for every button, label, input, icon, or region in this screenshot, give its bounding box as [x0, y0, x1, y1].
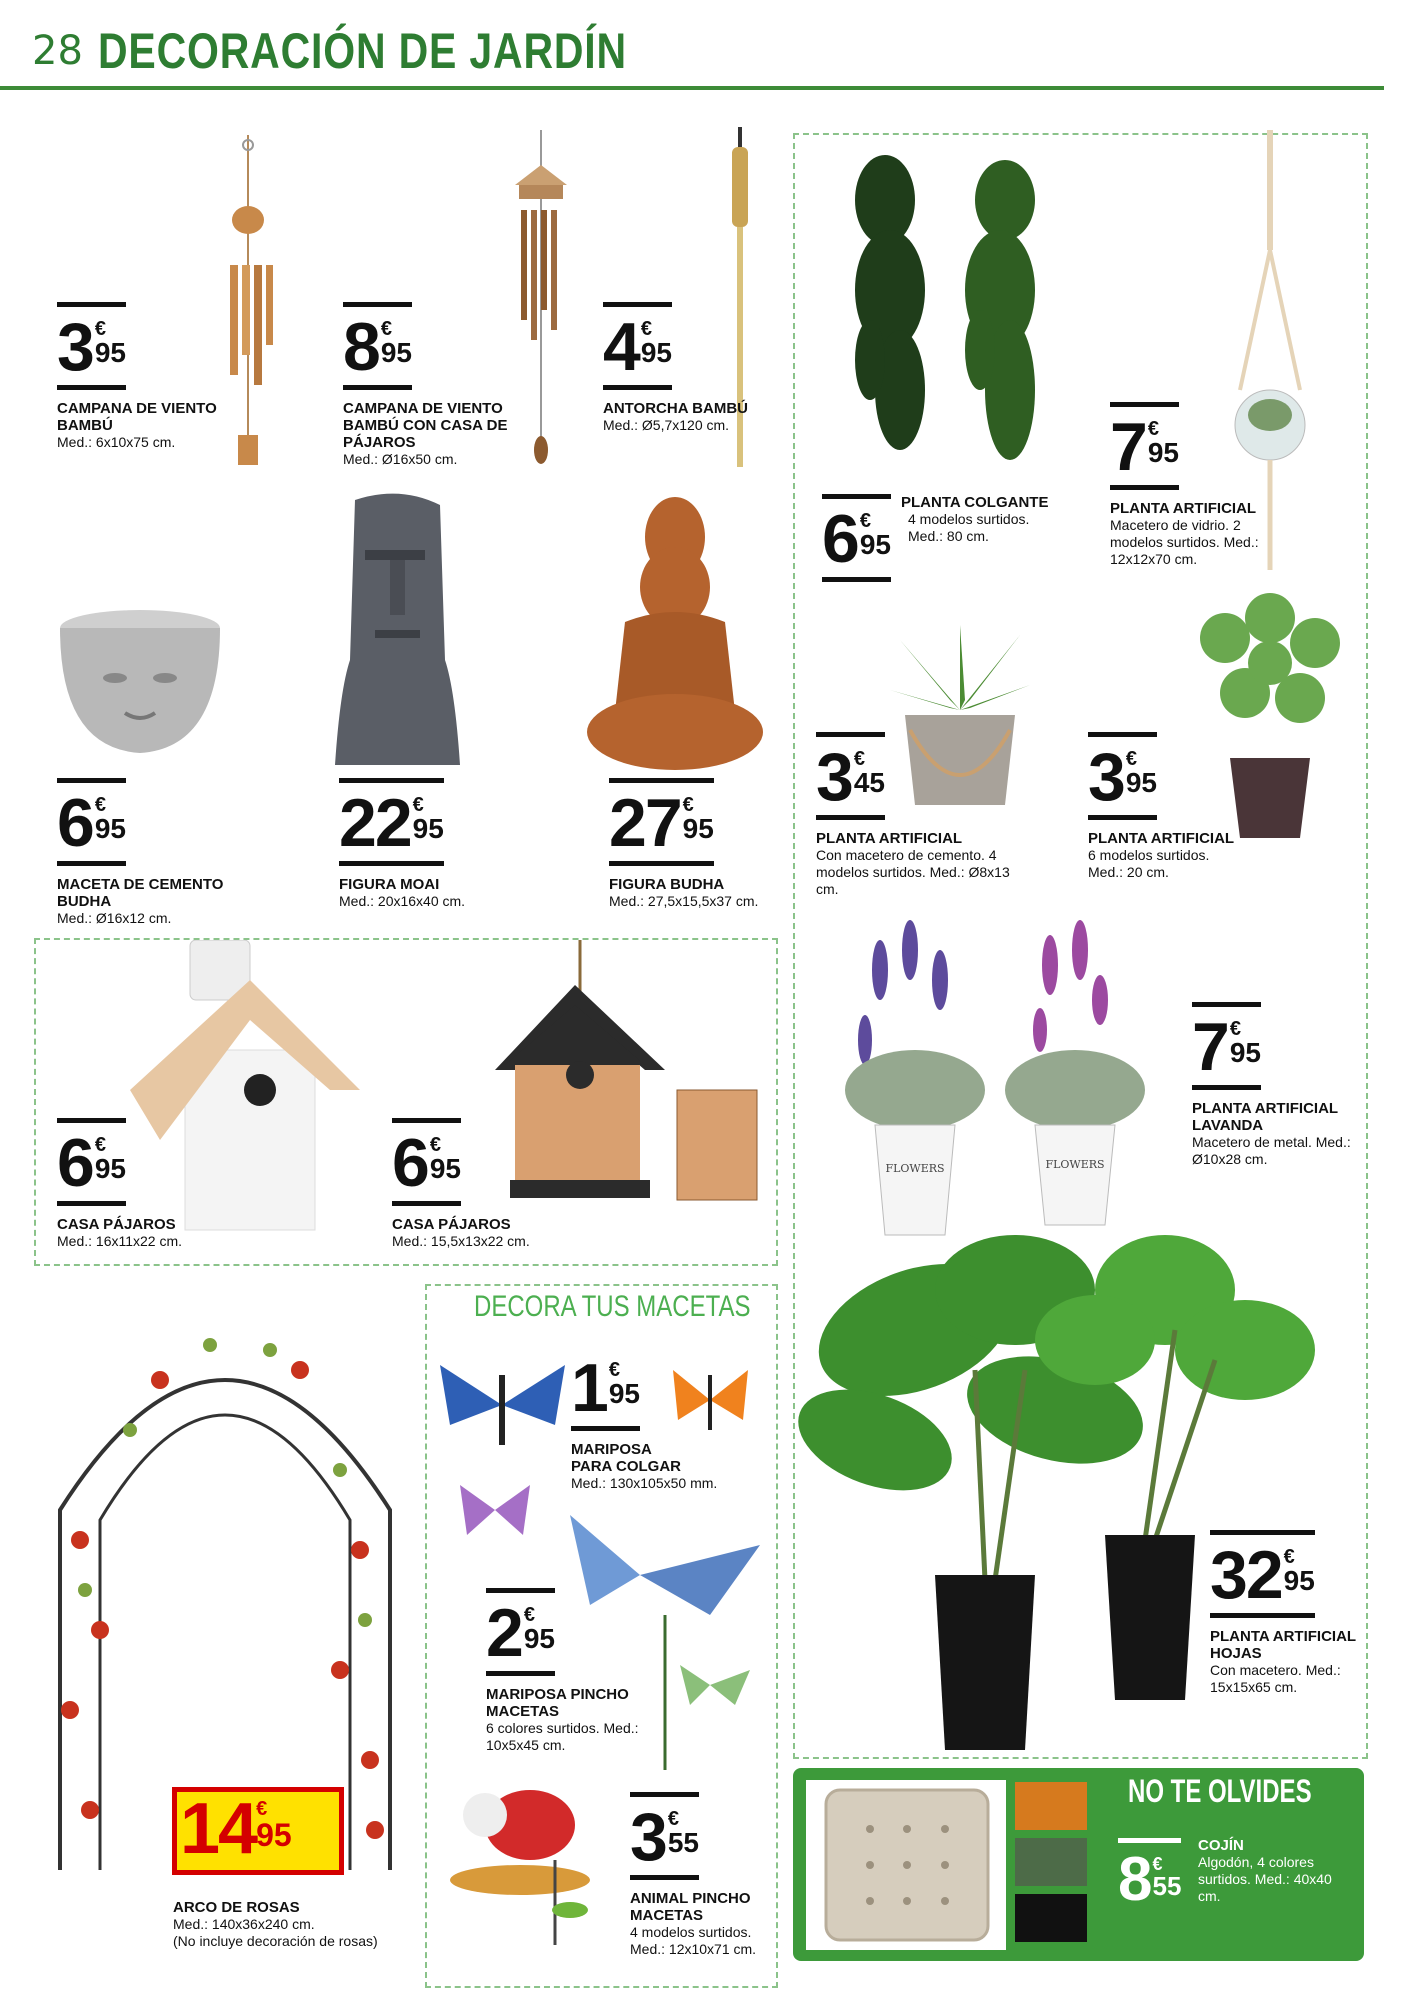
price-tag — [816, 732, 885, 820]
currency-symbol: € — [1229, 1018, 1241, 1040]
product-maceta-budha — [57, 778, 257, 927]
currency-symbol: € — [94, 794, 106, 816]
macetas-section-title: DECORA TUS MACETAS — [474, 1290, 751, 1323]
cushion-swatch-green — [1015, 1838, 1087, 1886]
price-integer: 32 — [1210, 1537, 1282, 1613]
price-tag — [1118, 1838, 1182, 1914]
price-tag — [1088, 732, 1157, 820]
currency-symbol: € — [608, 1359, 620, 1381]
price-tag — [486, 1588, 555, 1676]
price-integer: 6 — [392, 1125, 428, 1201]
product-planta-vidrio — [1110, 402, 1280, 568]
price-cents: 95 — [412, 813, 444, 844]
currency-symbol: € — [682, 794, 694, 816]
price-integer: 7 — [1192, 1009, 1228, 1085]
product-desc: Med.: 16x11x22 cm. — [57, 1233, 183, 1249]
product-desc: Con macetero. Med.: 15x15x65 cm. — [1210, 1662, 1341, 1695]
price-cents: 95 — [682, 813, 714, 844]
price-integer: 22 — [339, 785, 411, 861]
price-tag — [57, 778, 126, 866]
price-cents: 95 — [380, 337, 412, 368]
product-name: FIGURA MOAI — [339, 876, 440, 893]
product-desc: Med.: Ø16x50 cm. — [343, 451, 458, 467]
page-number: 28 — [32, 28, 83, 74]
price-integer: 4 — [603, 309, 639, 385]
product-desc: Med.: 15,5x13x22 cm. — [392, 1233, 530, 1249]
currency-symbol: € — [640, 318, 652, 340]
currency-symbol: € — [1147, 418, 1159, 440]
price-tag — [180, 1785, 440, 1869]
product-name: MACETA DE CEMENTO BUDHA — [57, 876, 224, 910]
cushion-image — [820, 1784, 995, 1946]
product-desc: Algodón, 4 colores surtidos. Med.: 40x40 cm. — [1198, 1854, 1332, 1904]
currency-symbol: € — [853, 748, 865, 770]
price-integer: 3 — [1088, 739, 1124, 815]
product-desc: Med.: Ø16x12 cm. — [57, 910, 172, 926]
product-name: CAMPANA DE VIENTO BAMBÚ — [57, 400, 217, 434]
currency-symbol: € — [412, 794, 424, 816]
page-header — [0, 0, 1414, 92]
product-name: PLANTA ARTIFICIAL HOJAS — [1210, 1628, 1356, 1662]
product-moai — [339, 778, 539, 910]
price-cents: 95 — [1283, 1565, 1315, 1596]
price-cents: 95 — [608, 1378, 640, 1409]
currency-symbol: € — [94, 1134, 106, 1156]
product-name: COJÍN — [1198, 1837, 1244, 1854]
price-integer: 6 — [57, 1125, 93, 1201]
cushion-swatch-black — [1015, 1894, 1087, 1942]
price-cents: 95 — [1229, 1037, 1261, 1068]
product-name: ANTORCHA BAMBÚ — [603, 400, 748, 417]
price-cents: 95 — [94, 337, 126, 368]
product-desc: 6 colores surtidos. Med.: 10x5x45 cm. — [486, 1720, 639, 1753]
price-tag — [1192, 1002, 1261, 1090]
price-integer: 27 — [609, 785, 681, 861]
hanging-plant-image — [830, 140, 1070, 480]
product-desc: Med.: 130x105x50 mm. — [571, 1475, 718, 1491]
ladybug-stake-image — [440, 1765, 600, 1950]
price-cents: 55 — [667, 1827, 699, 1858]
price-tag — [571, 1348, 640, 1431]
flowers-label: FLOWERS — [1045, 1158, 1105, 1171]
price-tag — [1110, 402, 1179, 490]
product-planta-colgante — [822, 494, 1122, 582]
product-desc: Med.: 6x10x75 cm. — [57, 434, 176, 450]
currency-symbol: € — [94, 318, 106, 340]
price-tag — [339, 778, 444, 866]
product-arco-info — [173, 1899, 433, 1950]
currency-symbol: € — [859, 510, 871, 532]
price-tag — [603, 302, 672, 390]
price-cents: 95 — [429, 1153, 461, 1184]
currency-symbol: € — [667, 1808, 679, 1830]
currency-symbol: € — [523, 1604, 535, 1626]
product-name: PLANTA ARTIFICIAL LAVANDA — [1192, 1100, 1338, 1134]
lavender-image — [830, 910, 1150, 1240]
product-arco-rosas — [180, 1785, 440, 1869]
price-cents: 45 — [853, 767, 885, 798]
product-name: MARIPOSA PINCHO MACETAS — [486, 1686, 629, 1720]
price-integer: 3 — [630, 1799, 666, 1875]
price-tag — [343, 302, 412, 390]
product-desc: Med.: 27,5x15,5x37 cm. — [609, 893, 759, 909]
price-tag — [392, 1118, 461, 1206]
price-integer: 3 — [57, 309, 93, 385]
product-desc: Macetero de metal. Med.: Ø10x28 cm. — [1192, 1134, 1351, 1167]
product-lavanda — [1192, 1002, 1362, 1168]
price-integer: 2 — [486, 1595, 522, 1671]
product-desc: Con macetero de cemento. 4 modelos surtidos. Med.: Ø8x13 cm. — [816, 847, 1010, 897]
price-cents: 95 — [94, 813, 126, 844]
buddha-pot-image — [55, 608, 225, 758]
product-name: CAMPANA DE VIENTO BAMBÚ CON CASA DE PÁJAROS — [343, 400, 508, 451]
product-campana-casa — [343, 302, 523, 468]
buddha-statue-image — [585, 492, 765, 777]
product-planta-6-modelos — [1088, 732, 1258, 881]
currency-symbol: € — [256, 1798, 268, 1820]
product-desc: Med.: 140x36x240 cm. — [173, 1916, 315, 1932]
product-figura-budha — [609, 778, 789, 910]
price-cents: 95 — [1125, 767, 1157, 798]
product-name: ARCO DE ROSAS — [173, 1899, 300, 1916]
price-integer: 3 — [816, 739, 852, 815]
product-name: ANIMAL PINCHO MACETAS — [630, 1890, 751, 1924]
price-integer: 8 — [1118, 1845, 1153, 1914]
price-cents: 95 — [640, 337, 672, 368]
price-integer: 14 — [180, 1789, 257, 1869]
product-antorcha — [603, 302, 773, 434]
product-desc: Med.: 20x16x40 cm. — [339, 893, 466, 909]
product-name: CASA PÁJAROS — [57, 1216, 176, 1233]
header-rule — [0, 86, 1384, 90]
price-integer: 8 — [343, 309, 379, 385]
price-tag — [609, 778, 714, 866]
currency-symbol: € — [1125, 748, 1137, 770]
price-integer: 1 — [571, 1350, 607, 1426]
currency-symbol: € — [380, 318, 392, 340]
price-tag — [57, 302, 126, 390]
price-cents: 95 — [94, 1153, 126, 1184]
product-desc: 4 modelos surtidos. Med.: 80 cm. — [908, 511, 1030, 544]
cushion-swatch-orange — [1015, 1782, 1087, 1830]
product-casa-pajaros-madera — [392, 1118, 592, 1250]
page-title: DECORACIÓN DE JARDÍN — [98, 23, 627, 79]
price-tag — [630, 1792, 699, 1880]
price-integer: 6 — [822, 501, 858, 577]
price-tag — [1210, 1530, 1315, 1618]
product-animal-pincho — [630, 1792, 780, 1958]
product-campana-viento — [57, 302, 257, 451]
moai-image — [330, 490, 465, 770]
product-name: PLANTA ARTIFICIAL — [816, 830, 963, 847]
product-desc: Med.: Ø5,7x120 cm. — [603, 417, 730, 433]
product-name: FIGURA BUDHA — [609, 876, 725, 893]
product-mariposa-pincho — [486, 1588, 656, 1754]
product-name: PLANTA COLGANTE — [900, 494, 1049, 511]
price-cents: 55 — [1152, 1871, 1182, 1901]
product-planta-cemento — [816, 732, 1036, 898]
product-casa-pajaros-blanca — [57, 1118, 257, 1250]
price-tag — [57, 1118, 126, 1206]
currency-symbol: € — [1152, 1854, 1163, 1874]
product-name: PLANTA ARTIFICIAL — [1088, 830, 1235, 847]
product-mariposa — [571, 1348, 771, 1492]
price-cents: 95 — [1147, 437, 1179, 468]
product-name: MARIPOSA PARA COLGAR — [571, 1441, 681, 1475]
price-cents: 95 — [256, 1817, 292, 1853]
price-tag — [822, 494, 891, 582]
currency-symbol: € — [1283, 1546, 1295, 1568]
product-name: CASA PÁJAROS — [392, 1216, 511, 1233]
price-integer: 7 — [1110, 409, 1146, 485]
purple-butterfly-image — [455, 1475, 535, 1545]
price-integer: 6 — [57, 785, 93, 861]
currency-symbol: € — [429, 1134, 441, 1156]
product-name: PLANTA ARTIFICIAL — [1110, 500, 1257, 517]
price-cents: 95 — [859, 529, 891, 560]
no-olvides-title: NO TE OLVIDES — [1128, 1773, 1312, 1809]
product-note: (No incluye decoración de rosas) — [173, 1933, 378, 1949]
product-desc: 4 modelos surtidos. Med.: 12x10x71 cm. — [630, 1924, 757, 1957]
product-desc: 6 modelos surtidos. Med.: 20 cm. — [1088, 847, 1210, 880]
product-desc: Macetero de vidrio. 2 modelos surtidos. Med.: 12x12x70 cm. — [1110, 517, 1259, 567]
price-cents: 95 — [523, 1623, 555, 1654]
flowers-label: FLOWERS — [885, 1162, 945, 1175]
product-planta-hojas — [1210, 1530, 1360, 1696]
blue-butterfly-image — [435, 1355, 570, 1455]
